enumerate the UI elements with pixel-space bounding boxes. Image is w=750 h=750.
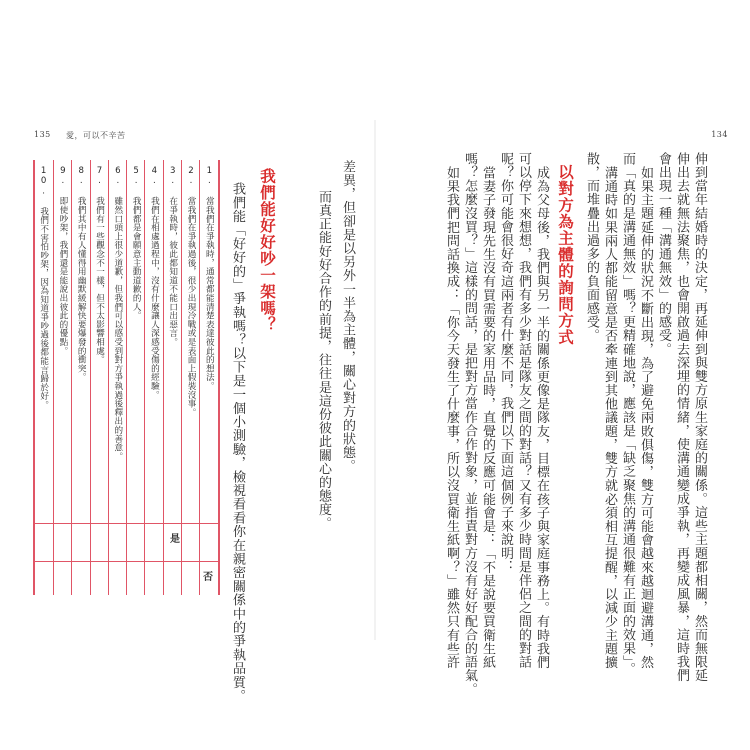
yes-checkbox[interactable] (90, 524, 109, 561)
no-column-label: 否 (203, 572, 213, 583)
checklist-table (33, 160, 220, 595)
left-page-number: 135 (34, 130, 51, 139)
yes-checkbox[interactable] (181, 524, 200, 561)
body-line: 當妻子發現先生沒有買需要的家用品時，直覺的反應可能會是：「不是說要買衛生紙 (480, 166, 495, 670)
yes-checkbox[interactable] (144, 524, 163, 561)
body-line: 會出現一種「溝通無效」的感受。 (656, 152, 671, 356)
body-line: 溝通時如果兩人都能留意是否牽連到其他議題，雙方就必須相互提醒，以減少主題擴 (602, 166, 617, 670)
yes-checkbox[interactable] (71, 524, 90, 561)
no-checkbox[interactable] (90, 562, 109, 595)
intro-line: 而真正能好好合作的前提，往往是這份彼此關心的態度。 (316, 190, 331, 530)
yes-checkbox[interactable] (35, 524, 54, 561)
no-checkbox[interactable] (144, 562, 163, 595)
checklist-row (144, 160, 163, 523)
checklist-item: 2. 當我們在爭執過後，很少出現冷戰或是表面上假裝沒事。 (186, 166, 197, 417)
body-line: 如果我們把問話換成：「你今天發生了什麼事，所以沒買衛生紙啊？」雖然只有些許 (444, 166, 459, 670)
checklist-item: 9. 即使吵架，我們還是能說出彼此的優點。 (57, 166, 68, 355)
body-line: 散，而堆疊出過多的負面感受。 (584, 152, 599, 343)
body-line: 可以停下來想想，我們有多少對話是隊友之間的對話？又有多少時間是伴侶之間的對話 (516, 152, 531, 669)
no-checkbox[interactable] (163, 562, 182, 595)
checklist-row (126, 160, 145, 523)
checklist-yes-band (35, 524, 218, 562)
left-page (0, 0, 374, 750)
checklist-row (90, 160, 109, 523)
right-page-number: 134 (711, 130, 728, 139)
checklist-item: 3. 在爭執時，彼此都知道不能口出惡言。 (167, 166, 178, 347)
checklist-row (108, 160, 127, 523)
body-line: 成為父母後，我們與另一半的關係更像是隊友，目標在孩子與家庭事務上。有時我們 (534, 166, 549, 670)
no-checkbox[interactable] (108, 562, 127, 595)
checklist-item: 5. 我們都是會願意主動道歉的人。 (131, 166, 142, 320)
checklist-row (163, 160, 182, 523)
checklist-item: 1. 當我們在爭執時，通常都能清楚表達彼此的想法。 (204, 166, 215, 391)
section-heading: 以對方為主體的詢問方式 (556, 164, 574, 346)
checklist-item: 8. 我們其中有人懂得用幽默緩解快要爆發的衝突。 (76, 166, 87, 382)
checklist-item: 10. 我們不害怕吵架，因為知道爭吵過後都能言歸於好。 (38, 166, 49, 410)
checklist-row (35, 160, 54, 523)
right-page (376, 0, 750, 750)
checklist-item: 4. 我們在相處過程中，沒有什麼讓人深感受傷的經驗。 (149, 166, 160, 399)
body-line: 伸出去就無法聚焦，也會開啟過去深埋的情緒，使溝通變成爭執，再變成風暴，這時我們 (674, 152, 689, 683)
section-heading: 我們能好好吵一架嗎？ (258, 168, 276, 333)
body-line: 嗎？怎麼沒買？」這樣的問話，是把對方當作合作對象，並指責對方沒有好好配合的語氣。 (462, 152, 477, 696)
checklist-item: 7. 我們有一些觀念不一樣，但不太影響相處。 (94, 166, 105, 364)
checklist-row (199, 160, 218, 523)
yes-checkbox[interactable] (199, 524, 218, 561)
intro-line: 差異，但卻是以另外一半為主體，關心對方的狀態。 (340, 160, 355, 473)
no-checkbox[interactable] (126, 562, 145, 595)
checklist-no-band (35, 562, 218, 595)
yes-column-label: 是 (170, 534, 180, 545)
checklist-row (181, 160, 200, 523)
body-line: 伸到當年結婚時的決定，再延伸到與雙方原生家庭的關係。這些主題都相關，然而無限延 (692, 152, 707, 683)
running-head: 愛，可以不辛苦 (66, 131, 126, 140)
checklist-row (71, 160, 90, 523)
body-line: 呢？你可能會很好奇這兩者有什麼不同，我們以下面這個例子來說明： (498, 152, 513, 574)
no-checkbox[interactable] (53, 562, 72, 595)
yes-checkbox[interactable] (108, 524, 127, 561)
checklist-row (53, 160, 72, 523)
no-checkbox[interactable] (181, 562, 200, 595)
yes-checkbox[interactable] (53, 524, 72, 561)
body-line: 如果主題延伸的狀況不斷出現，為了避免兩敗俱傷，雙方可能會越來越迴避溝通，然 (638, 166, 653, 670)
no-checkbox[interactable] (35, 562, 54, 595)
checklist-question-band (35, 160, 218, 524)
checklist-item: 6. 雖然口頭上很少道歉，但我們可以感受到對方爭執過後釋出的善意。 (112, 166, 123, 461)
body-line: 而「真的是溝通無效」嗎？更精確地說，應該是「缺乏聚焦的溝通很難有正面的效果」。 (620, 152, 635, 676)
body-line: 我們能「好好的」爭執嗎？以下是一個小測驗，檢視看看你在親密關係中的爭執品質。 (230, 182, 245, 703)
no-checkbox[interactable] (71, 562, 90, 595)
yes-checkbox[interactable] (126, 524, 145, 561)
